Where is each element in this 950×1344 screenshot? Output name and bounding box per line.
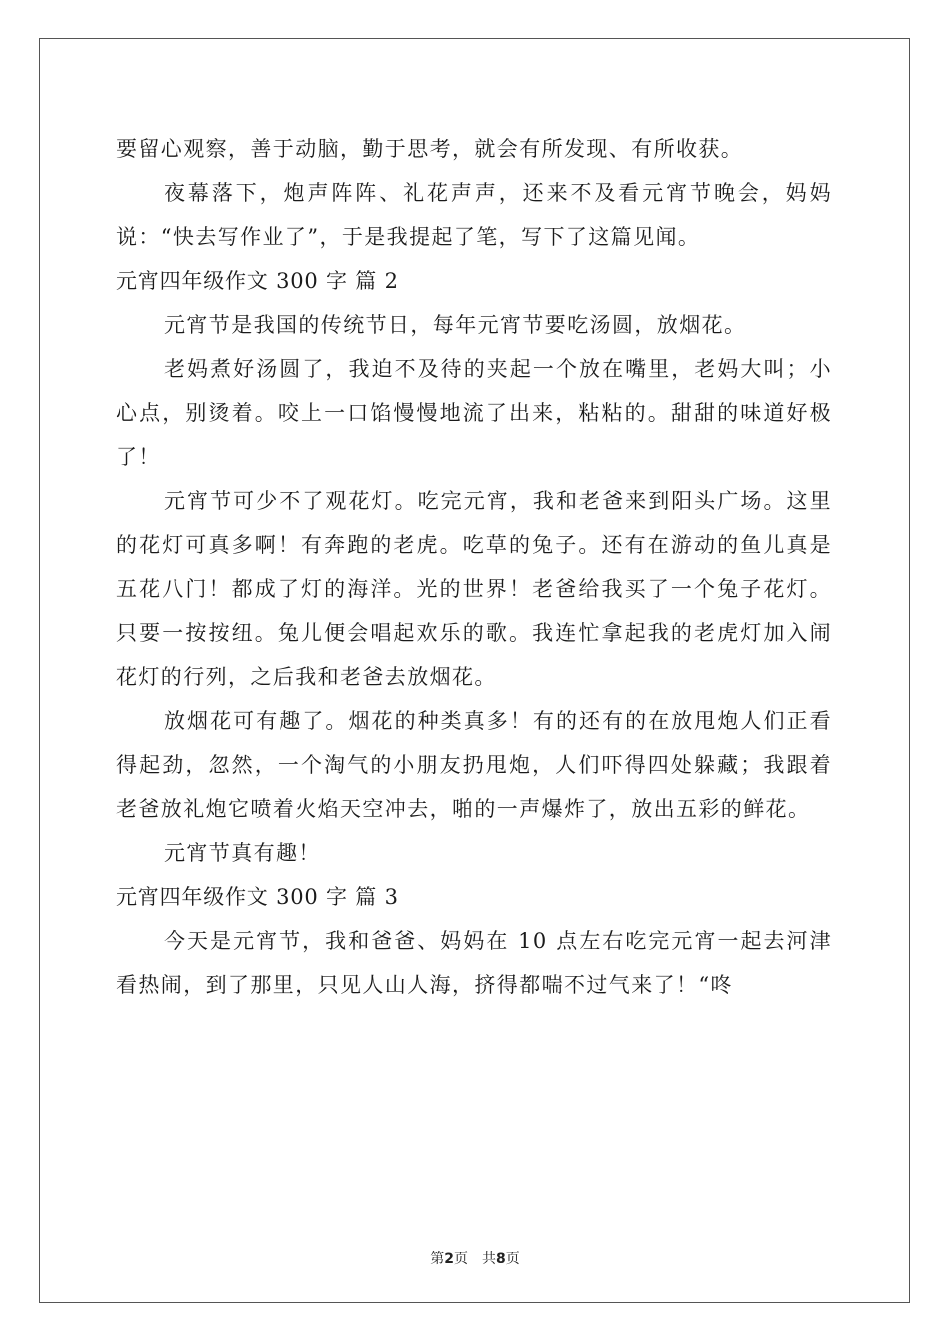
section-heading: 元宵四年级作文 300 字 篇 2 [116, 269, 399, 293]
paragraph-continuation: 要留心观察，善于动脑，勤于思考，就会有所发现、有所收获。 [116, 137, 744, 161]
paragraph: 今天是元宵节，我和爸爸、妈妈在 10 点左右吃完元宵一起去河津看热闹，到了那里，只见人山人海，挤得都喘不过气来了！“咚 [116, 929, 832, 997]
paragraph: 元宵节可少不了观花灯。吃完元宵，我和老爸来到阳头广场。这里的花灯可真多啊！有奔跑的老虎。吃草的兔子。还有在游动的鱼儿真是五花八门！都成了灯的海洋。光的世界！老爸给我买了一个兔子花灯。只要一按按纽。兔儿便会唱起欢乐的歌。我连忙拿起我的老虎灯加入闹花灯的行列，之后我和老爸去放烟花。 [116, 489, 832, 689]
total-pages-number: 8 [496, 1251, 506, 1267]
paragraph: 老妈煮好汤圆了，我迫不及待的夹起一个放在嘴里，老妈大叫；小心点，别烫着。咬上一口馅慢慢地流了出来，粘粘的。甜甜的味道好极了！ [116, 357, 832, 469]
footer-prefix: 第 [430, 1251, 445, 1267]
page-footer [0, 1248, 950, 1268]
footer-suffix: 页 [505, 1251, 520, 1267]
paragraph: 元宵节真有趣！ [164, 841, 321, 865]
footer-mid: 页 共 [454, 1251, 496, 1267]
paragraph: 放烟花可有趣了。烟花的种类真多！有的还有的在放甩炮人们正看得起劲，忽然，一个淘气的小朋友扔甩炮，人们吓得四处躲藏；我跟着老爸放礼炮它喷着火焰天空冲去，啪的一声爆炸了，放出五彩的鲜花。 [116, 709, 832, 821]
paragraph: 元宵节是我国的传统节日，每年元宵节要吃汤圆，放烟花。 [164, 313, 747, 337]
document-body [116, 127, 832, 1007]
paragraph: 夜幕落下，炮声阵阵、礼花声声，还来不及看元宵节晚会，妈妈说：“快去写作业了”，于是我提起了笔，写下了这篇见闻。 [116, 181, 832, 249]
section-heading: 元宵四年级作文 300 字 篇 3 [116, 885, 399, 909]
current-page-number: 2 [444, 1251, 454, 1267]
